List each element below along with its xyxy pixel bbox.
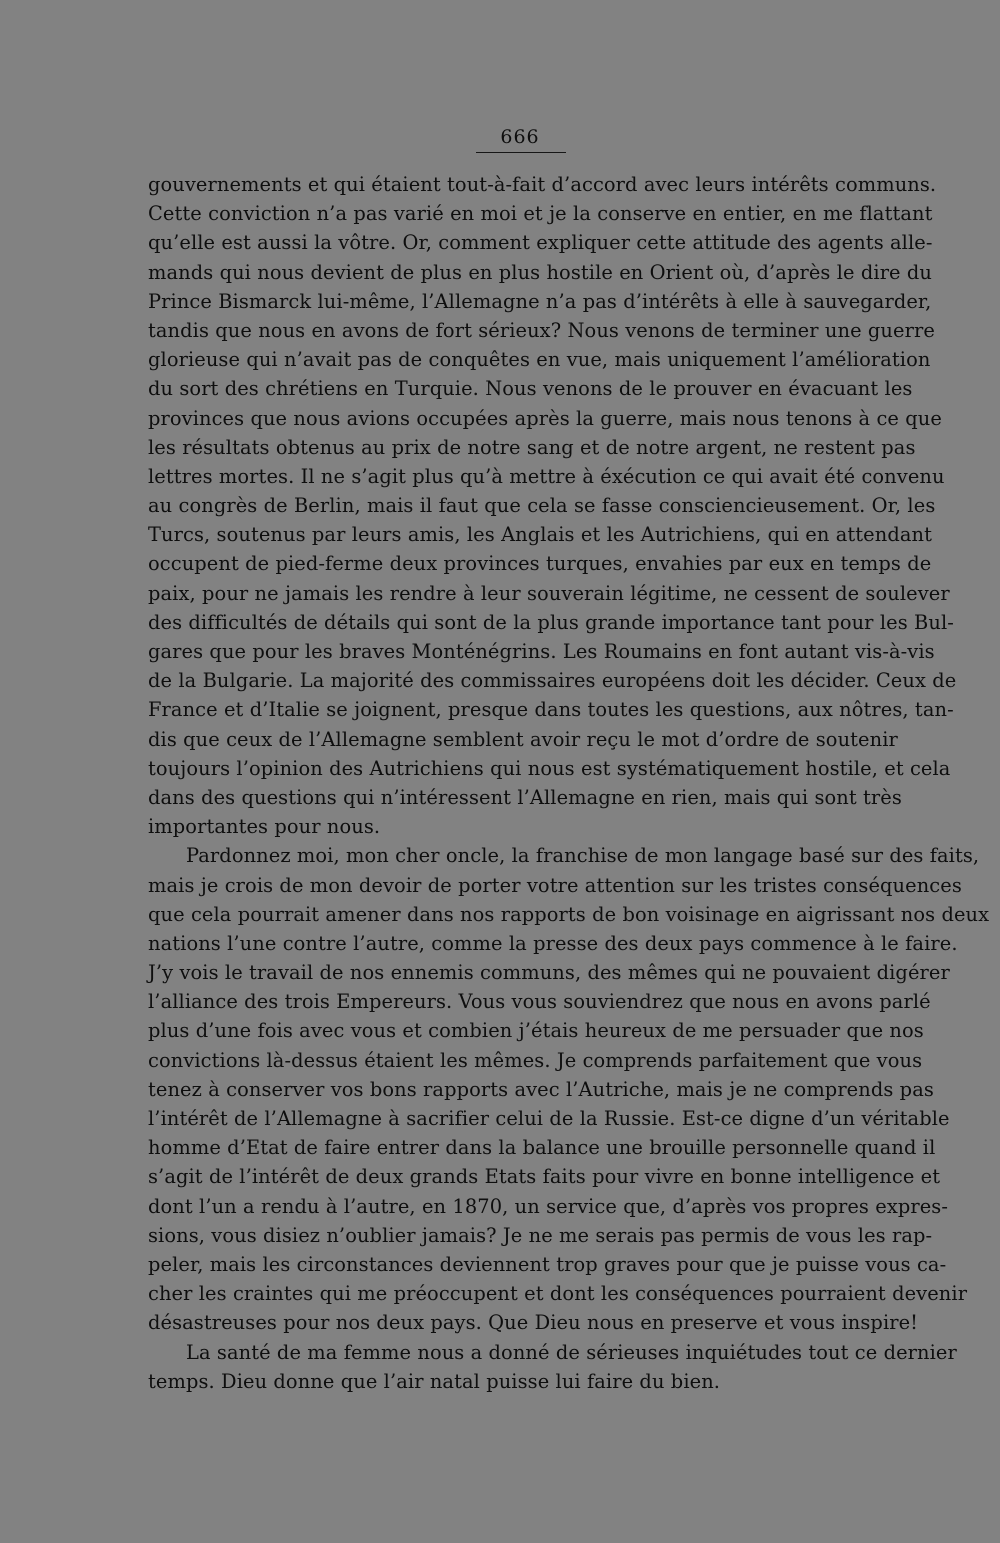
text-line: provinces que nous avions occupées après la guerre, mais nous tenons à ce que [148,406,942,430]
paragraph [148,1338,957,1396]
text-line: peler, mais les circonstances deviennent trop graves pour que je puisse vous ca- [148,1252,947,1276]
text-line: importantes pour nous. [148,815,381,839]
text-line: dis que ceux de l’Allemagne semblent avoir reçu le mot d’ordre de soutenir [148,727,898,751]
text-line: tenez à conserver vos bons rapports avec l’Autriche, mais je ne comprends pas [148,1077,934,1101]
text-line: convictions là-dessus étaient les mêmes. Je comprends parfaitement que vous [148,1048,923,1072]
text-line: France et d’Italie se joignent, presque dans toutes les questions, aux nôtres, tan- [148,698,954,722]
text-line: du sort des chrétiens en Turquie. Nous venons de le prouver en évacuant les [148,377,913,401]
text-line: gares que pour les braves Monténégrins. Les Roumains en font autant vis-à-vis [148,640,935,663]
text-line: Turcs, soutenus par leurs amis, les Anglais et les Autrichiens, qui en attendant [148,523,932,547]
text-line: désastreuses pour nos deux pays. Que Dieu nous en preserve et vous inspire! [148,1311,919,1335]
text-line: plus d’une fois avec vous et combien j’étais heureux de me persuader que nos [148,1019,924,1043]
text-line: La santé de ma femme nous a donné de sérieuses inquiétudes tout ce dernier [186,1340,957,1364]
text-line: Cette conviction n’a pas varié en moi et je la conserve en entier, en me flattant [148,202,933,226]
text-line: gouvernements et qui étaient tout-à-fait d’accord avec leurs intérêts communs. [148,173,937,196]
body-text [148,170,990,1396]
text-line: l’intérêt de l’Allemagne à sacrifier celui de la Russie. Est-ce digne d’un véritable [148,1107,950,1130]
text-line: mands qui nous devient de plus en plus hostile en Orient où, d’après le dire du [148,260,932,284]
text-line: cher les craintes qui me préoccupent et dont les conséquences pourraient devenir [148,1282,968,1306]
page-number-rule [476,152,566,153]
text-line: s’agit de l’intérêt de deux grands Etats faits pour vivre en bonne intelligence et [148,1165,941,1189]
paragraph [148,841,990,1337]
text-line: dont l’un a rendu à l’autre, en 1870, un service que, d’après vos propres expres- [148,1194,949,1218]
text-line: qu’elle est aussi la vôtre. Or, comment expliquer cette attitude des agents alle- [148,231,933,255]
text-line: des difficultés de détails qui sont de la plus grande importance tant pour les Bul- [148,610,954,634]
text-line: Prince Bismarck lui-même, l’Allemagne n’a pas d’intérêts à elle à sauvegarder, [148,289,932,313]
text-line: dans des questions qui n’intéressent l’Allemagne en rien, mais qui sont très [148,785,902,809]
text-line: homme d’Etat de faire entrer dans la balance une brouille personnelle quand il [148,1136,936,1160]
text-line: Pardonnez moi, mon cher oncle, la franchise de mon langage basé sur des faits, [186,844,980,868]
text-line: l’alliance des trois Empereurs. Vous vous souviendrez que nous en avons parlé [148,990,931,1014]
text-line: lettres mortes. Il ne s’agit plus qu’à mettre à éxécution ce qui avait été convenu [148,464,945,488]
text-line: tandis que nous en avons de fort sérieux? Nous venons de terminer une guerre [148,318,935,342]
text-line: les résultats obtenus au prix de notre sang et de notre argent, ne restent pas [148,435,916,459]
text-line: mais je crois de mon devoir de porter votre attention sur les tristes conséquences [148,873,962,897]
page-number: 666 [500,126,540,148]
text-line: que cela pourrait amener dans nos rapports de bon voisinage en aigrissant nos deux [148,902,990,926]
text-line: temps. Dieu donne que l’air natal puisse lui faire du bien. [148,1369,721,1393]
text-line: nations l’une contre l’autre, comme la presse des deux pays commence à le faire. [148,931,958,955]
text-line: J’y vois le travail de nos ennemis communs, des mêmes qui ne pouvaient digérer [148,961,950,985]
text-line: au congrès de Berlin, mais il faut que cela se fasse consciencieusement. Or, les [148,494,936,518]
text-line: de la Bulgarie. La majorité des commissaires européens doit les décider. Ceux de [148,669,957,693]
text-line: glorieuse qui n’avait pas de conquêtes en vue, mais uniquement l’amélioration [148,348,931,372]
text-line: paix, pour ne jamais les rendre à leur souverain légitime, ne cessent de soulever [148,581,950,605]
text-line: toujours l’opinion des Autrichiens qui nous est systématiquement hostile, et cela [148,756,951,780]
text-line: sions, vous disiez n’oublier jamais? Je ne me serais pas permis de vous les rap- [148,1223,933,1247]
text-line: occupent de pied-ferme deux provinces turques, envahies par eux en temps de [148,552,932,576]
paragraph [148,170,957,841]
